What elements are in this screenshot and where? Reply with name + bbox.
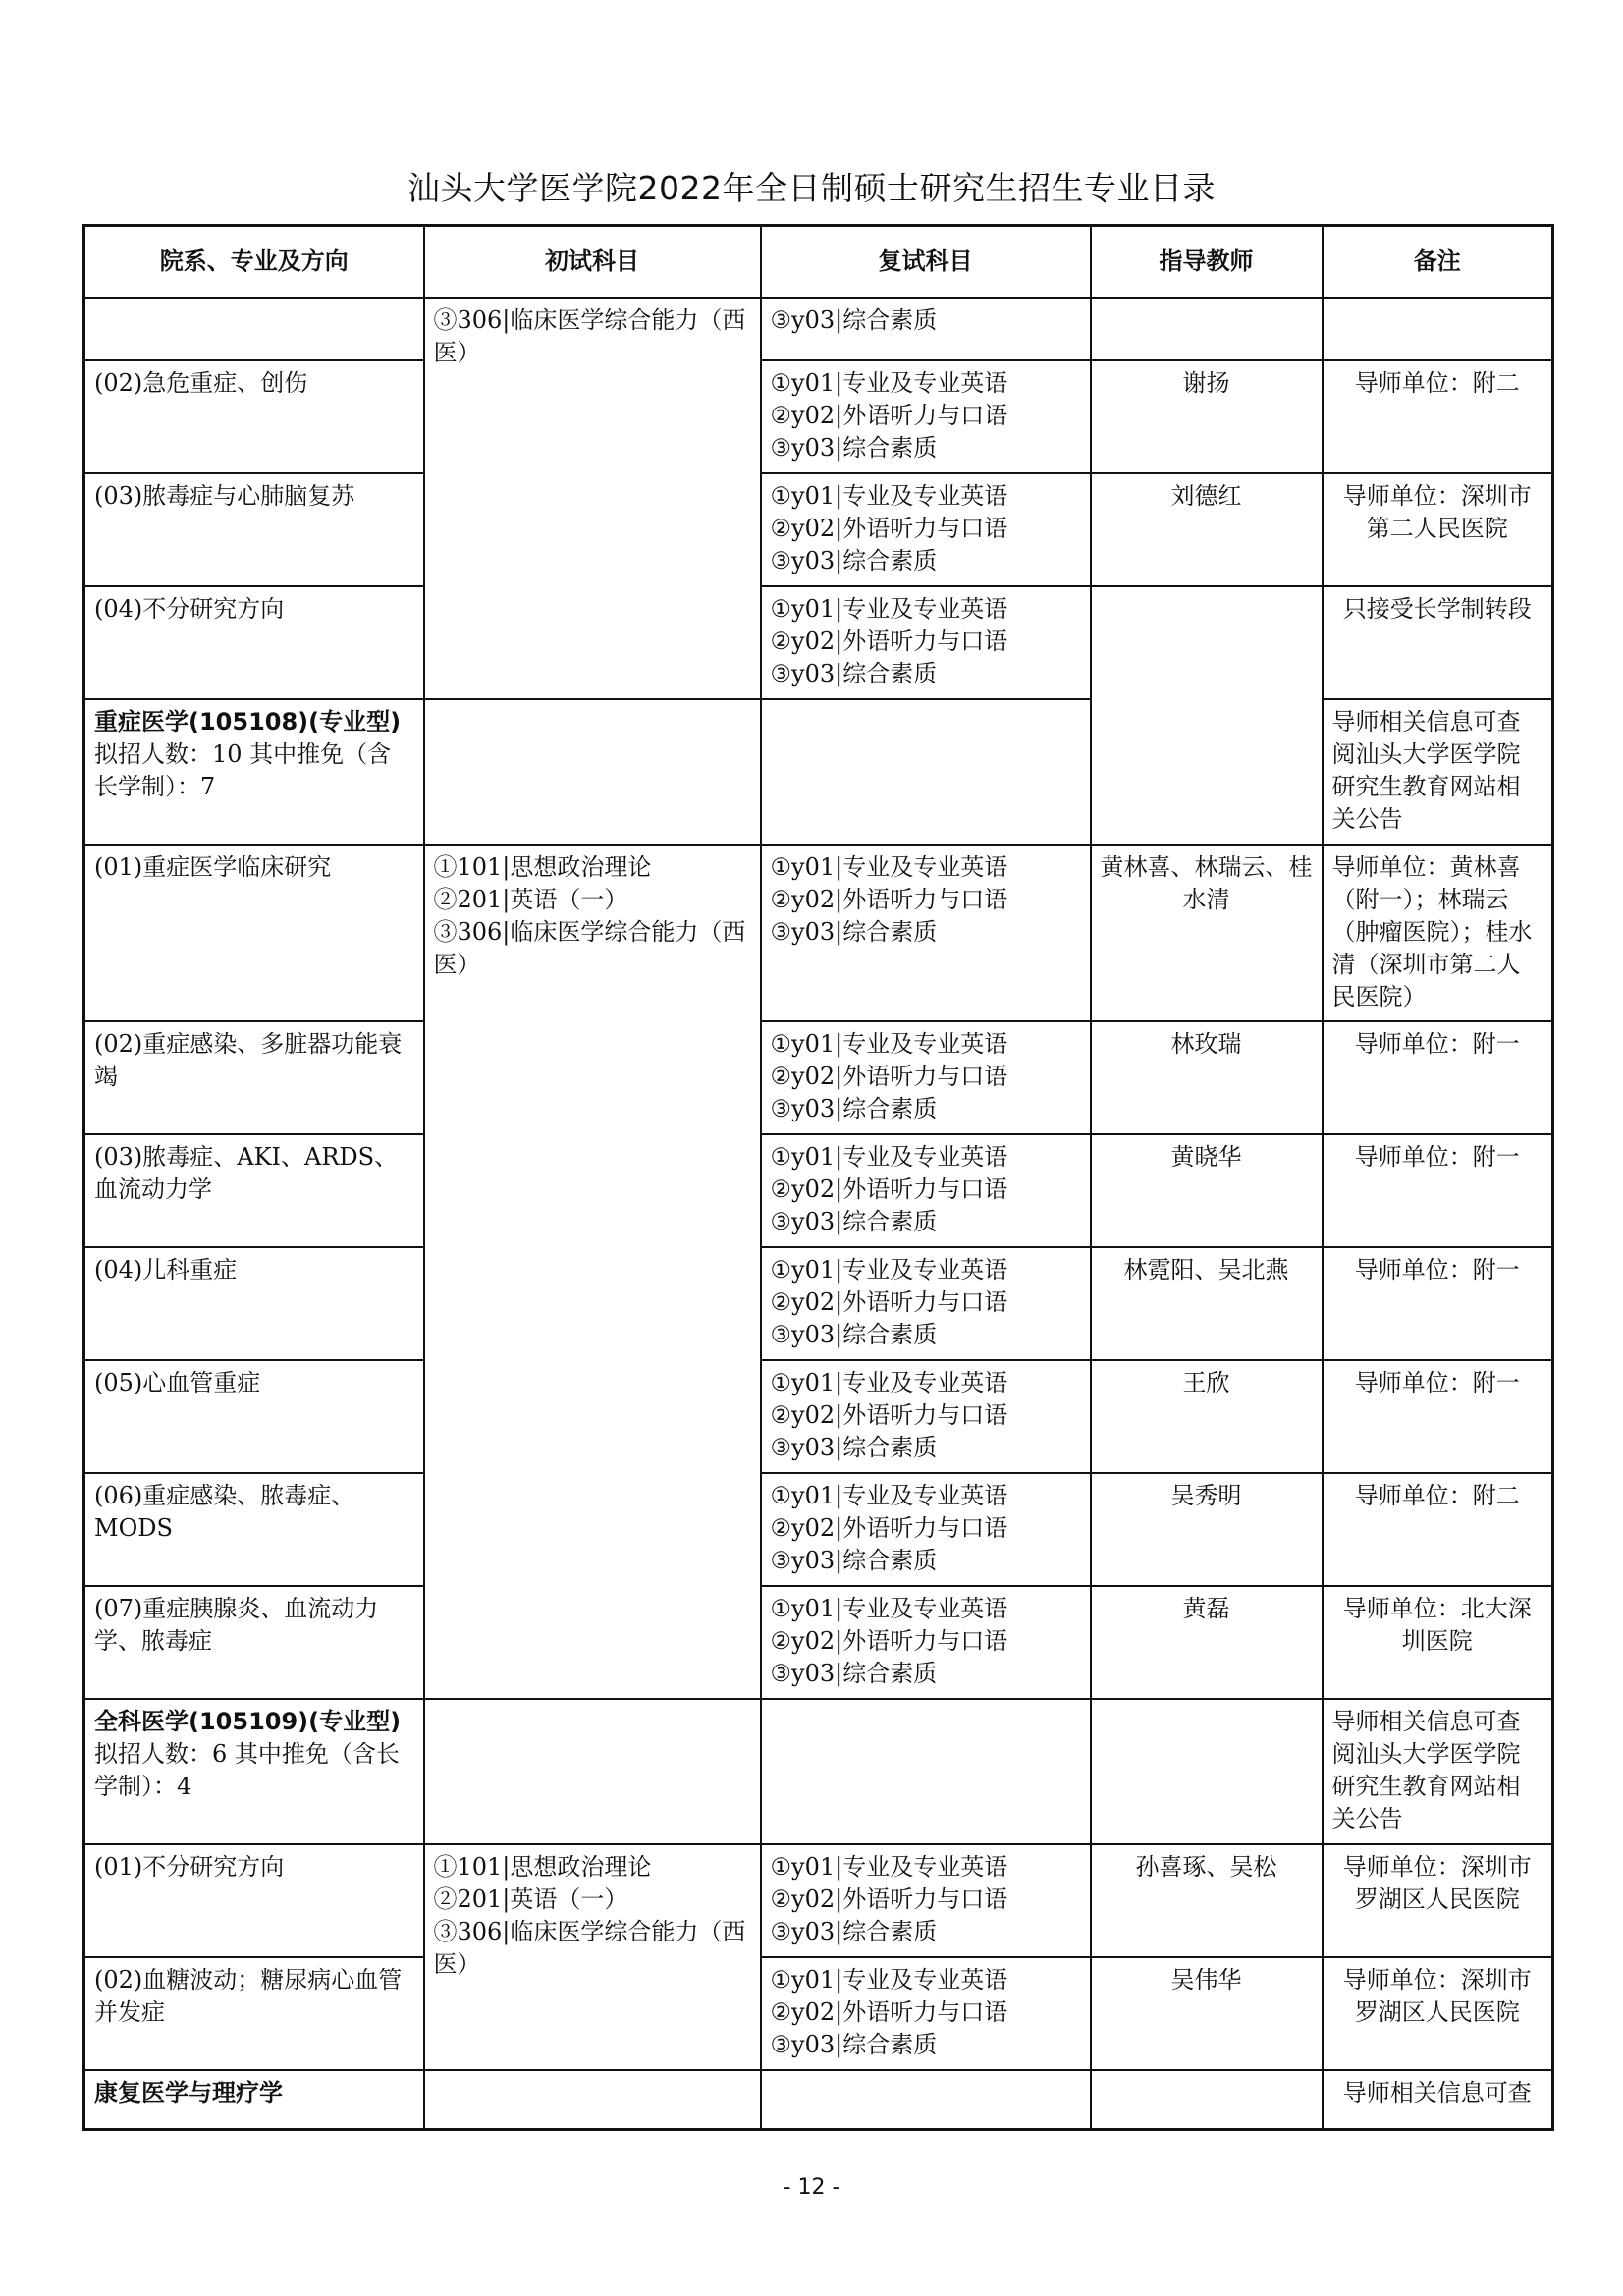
major-cell <box>84 1699 424 1844</box>
header-department: 院系、专业及方向 <box>84 226 424 299</box>
page-title: 汕头大学医学院2022年全日制硕士研究生招生专业目录 <box>407 169 1216 207</box>
major-name: 重症医学(105108)(专业型) <box>94 708 402 736</box>
table-row <box>84 1957 1553 2070</box>
table-row <box>84 473 1553 586</box>
retest-cell: ①y01|专业及专业英语 ②y02|外语听力与口语 ③y03|综合素质 <box>761 1844 1091 1957</box>
tutor-cell <box>1091 586 1323 845</box>
note-cell: 导师单位：深圳市罗湖区人民医院 <box>1323 1844 1553 1957</box>
retest-cell: ①y01|专业及专业英语 ②y02|外语听力与口语 ③y03|综合素质 <box>761 586 1091 699</box>
initial-exam-cell <box>424 1699 761 1844</box>
tutor-cell: 黄磊 <box>1091 1586 1323 1699</box>
note-cell: 导师单位：黄林喜（附一）；林瑞云（肿瘤医院）；桂水清（深圳市第二人民医院） <box>1323 845 1553 1021</box>
initial-exam-cell <box>424 699 761 845</box>
table-row <box>84 1473 1553 1586</box>
tutor-cell: 刘德红 <box>1091 473 1323 586</box>
retest-cell: ①y01|专业及专业英语 ②y02|外语听力与口语 ③y03|综合素质 <box>761 1360 1091 1473</box>
direction-cell: (07)重症胰腺炎、血流动力学、脓毒症 <box>84 1586 424 1699</box>
table-row <box>84 1699 1553 1844</box>
table-header-row <box>84 226 1553 299</box>
note-cell: 导师单位：附二 <box>1323 1473 1553 1586</box>
retest-cell <box>761 298 1091 360</box>
tutor-cell: 吴秀明 <box>1091 1473 1323 1586</box>
tutor-cell <box>1091 2070 1323 2129</box>
note-cell: 导师单位：附一 <box>1323 1134 1553 1247</box>
table-row <box>84 1134 1553 1247</box>
retest-cell: ①y01|专业及专业英语 ②y02|外语听力与口语 ③y03|综合素质 <box>761 360 1091 473</box>
initial-exam-cell <box>424 2070 761 2129</box>
retest-line: ③y03|综合素质 <box>770 306 938 334</box>
retest-cell: ①y01|专业及专业英语 ②y02|外语听力与口语 ③y03|综合素质 <box>761 845 1091 1021</box>
direction-cell: (06)重症感染、脓毒症、MODS <box>84 1473 424 1586</box>
note-cell: 导师单位：北大深圳医院 <box>1323 1586 1553 1699</box>
note-cell: 导师单位：附一 <box>1323 1247 1553 1360</box>
major-cell <box>84 2070 424 2129</box>
note-cell: 导师相关信息可查阅汕头大学医学院研究生教育网站相关公告 <box>1323 699 1553 845</box>
table-row <box>84 1844 1553 1957</box>
header-tutor: 指导教师 <box>1091 226 1323 299</box>
table-row <box>84 699 1553 845</box>
retest-cell: ①y01|专业及专业英语 ②y02|外语听力与口语 ③y03|综合素质 <box>761 1247 1091 1360</box>
major-name: 康复医学与理疗学 <box>94 2079 283 2106</box>
direction-cell: (02)急危重症、创伤 <box>84 360 424 473</box>
retest-cell: ①y01|专业及专业英语 ②y02|外语听力与口语 ③y03|综合素质 <box>761 1134 1091 1247</box>
retest-cell: ①y01|专业及专业英语 ②y02|外语听力与口语 ③y03|综合素质 <box>761 1957 1091 2070</box>
tutor-cell: 黄晓华 <box>1091 1134 1323 1247</box>
table-row <box>84 360 1553 473</box>
direction-cell: (01)重症医学临床研究 <box>84 845 424 1021</box>
note-cell: 只接受长学制转段 <box>1323 586 1553 699</box>
retest-cell <box>761 2070 1091 2129</box>
exam-line: ③306|临床医学综合能力（西医） <box>433 306 746 366</box>
table-row <box>84 2070 1553 2129</box>
tutor-cell <box>1091 1699 1323 1844</box>
table-row <box>84 298 1553 360</box>
direction-cell: (05)心血管重症 <box>84 1360 424 1473</box>
note-cell: 导师相关信息可查 <box>1323 2070 1553 2129</box>
table-row <box>84 1247 1553 1360</box>
table-row <box>84 1360 1553 1473</box>
header-notes: 备注 <box>1323 226 1553 299</box>
note-cell: 导师单位：深圳市罗湖区人民医院 <box>1323 1957 1553 2070</box>
note-cell: 导师单位：深圳市第二人民医院 <box>1323 473 1553 586</box>
table-row <box>84 1586 1553 1699</box>
direction-cell <box>84 298 424 360</box>
initial-exam-cell: ①101|思想政治理论 ②201|英语（一） ③306|临床医学综合能力（西医） <box>424 1844 761 2070</box>
tutor-cell: 林玫瑞 <box>1091 1021 1323 1134</box>
initial-exam-cell <box>424 298 761 699</box>
direction-cell: (04)儿科重症 <box>84 1247 424 1360</box>
retest-cell: ①y01|专业及专业英语 ②y02|外语听力与口语 ③y03|综合素质 <box>761 1021 1091 1134</box>
direction-cell: (01)不分研究方向 <box>84 1844 424 1957</box>
direction-cell: (04)不分研究方向 <box>84 586 424 699</box>
retest-cell: ①y01|专业及专业英语 ②y02|外语听力与口语 ③y03|综合素质 <box>761 473 1091 586</box>
catalog-table <box>82 224 1554 2131</box>
header-initial-exam: 初试科目 <box>424 226 761 299</box>
major-quota: 拟招人数：10 其中推免（含长学制）：7 <box>94 740 392 800</box>
direction-cell: (02)重症感染、多脏器功能衰竭 <box>84 1021 424 1134</box>
table-row <box>84 1021 1553 1134</box>
retest-cell: ①y01|专业及专业英语 ②y02|外语听力与口语 ③y03|综合素质 <box>761 1473 1091 1586</box>
retest-cell <box>761 1699 1091 1844</box>
tutor-cell: 王欣 <box>1091 1360 1323 1473</box>
tutor-cell: 黄林喜、林瑞云、桂水清 <box>1091 845 1323 1021</box>
tutor-cell: 林霓阳、吴北燕 <box>1091 1247 1323 1360</box>
retest-cell <box>761 699 1091 845</box>
major-cell <box>84 699 424 845</box>
direction-cell: (03)脓毒症、AKI、ARDS、血流动力学 <box>84 1134 424 1247</box>
retest-cell: ①y01|专业及专业英语 ②y02|外语听力与口语 ③y03|综合素质 <box>761 1586 1091 1699</box>
header-retest: 复试科目 <box>761 226 1091 299</box>
table-row <box>84 845 1553 1021</box>
tutor-cell <box>1091 298 1323 360</box>
page-number: - 12 - <box>783 2175 840 2200</box>
major-quota: 拟招人数：6 其中推免（含长学制）：4 <box>94 1740 400 1800</box>
tutor-cell: 孙喜琢、吴松 <box>1091 1844 1323 1957</box>
tutor-cell: 吴伟华 <box>1091 1957 1323 2070</box>
initial-exam-cell: ①101|思想政治理论 ②201|英语（一） ③306|临床医学综合能力（西医） <box>424 845 761 1699</box>
tutor-cell: 谢扬 <box>1091 360 1323 473</box>
major-name: 全科医学(105109)(专业型) <box>94 1708 402 1735</box>
note-cell: 导师单位：附二 <box>1323 360 1553 473</box>
note-cell: 导师相关信息可查阅汕头大学医学院研究生教育网站相关公告 <box>1323 1699 1553 1844</box>
direction-cell: (03)脓毒症与心肺脑复苏 <box>84 473 424 586</box>
note-cell <box>1323 298 1553 360</box>
note-cell: 导师单位：附一 <box>1323 1360 1553 1473</box>
table-row <box>84 586 1553 699</box>
direction-cell: (02)血糖波动；糖尿病心血管并发症 <box>84 1957 424 2070</box>
note-cell: 导师单位：附一 <box>1323 1021 1553 1134</box>
